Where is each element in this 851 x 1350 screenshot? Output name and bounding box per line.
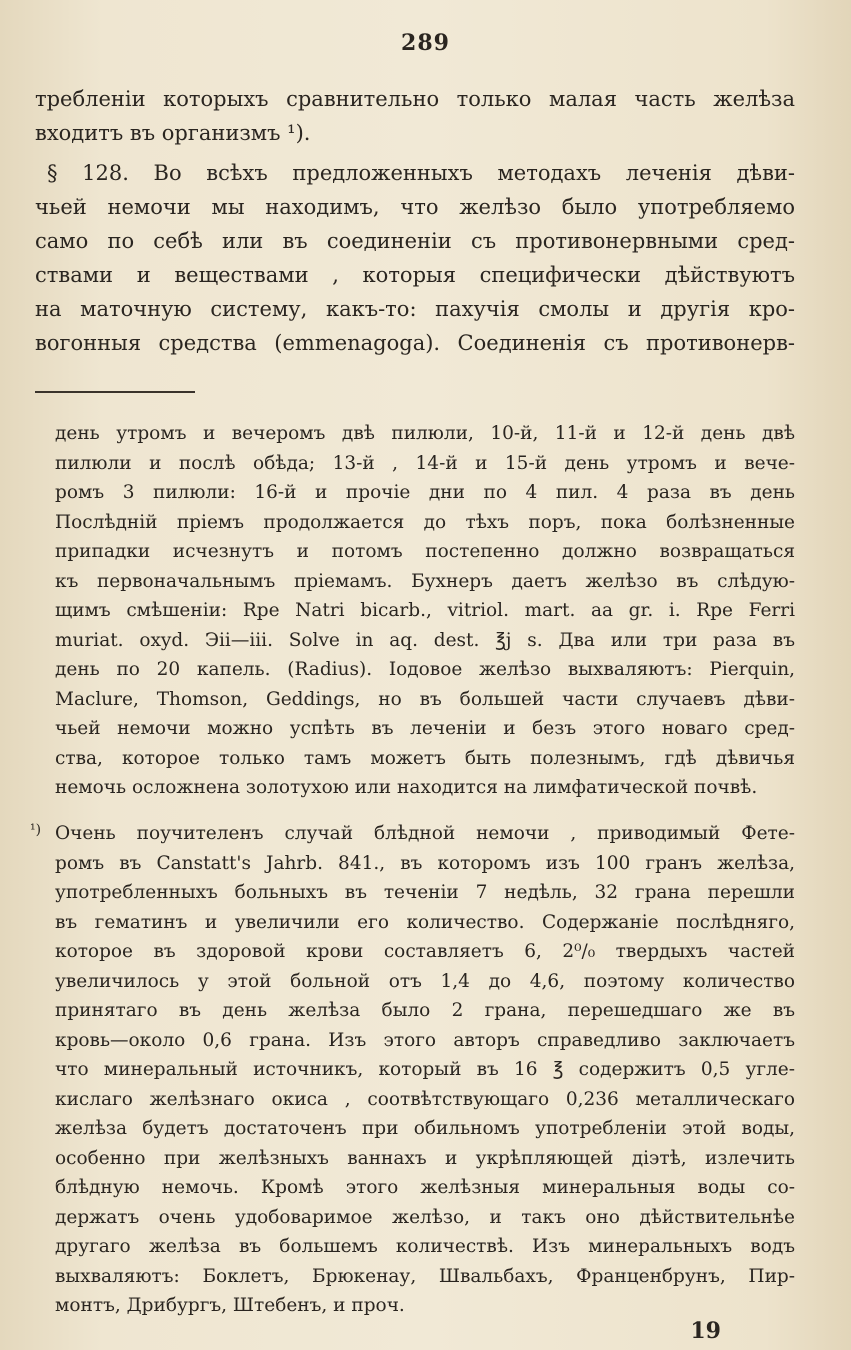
footnote [55,819,795,1321]
text-line: § 128. Во всѣхъ предложенныхъ методахъ леченія дѣви- [47,161,795,185]
text-line: ства, которое только тамъ можетъ быть полезнымъ, гдѣ дѣвичья [55,747,795,769]
text-line: на маточную систему, какъ-то: пахучія смолы и другія кро- [35,297,795,321]
footnote-continuation [55,419,795,803]
text-line: Послѣдній пріемъ продолжается до тѣхъ поръ, пока болѣзненные [55,511,795,533]
text-line: чьей немочи мы находимъ, что желѣзо было употребляемо [35,195,795,219]
text-line: щимъ смѣшеніи: Rpe Natri bicarb., vitriol. mart. aa gr. i. Rpe Ferri [55,600,795,621]
text-line: которое въ здоровой крови составляетъ 6, 2⁰/₀ твердыхъ частей [55,941,795,962]
text-line: вогонныя средства (emmenagoga). Соединенія съ противонерв- [35,331,795,355]
text-line: другаго желѣза въ большемъ количествѣ. Изъ минеральныхъ водъ [55,1236,795,1257]
text-line: принятаго въ день желѣза было 2 грана, перешедшаго же въ [55,1000,795,1021]
text-line: выхваляютъ: Боклетъ, Брюкенау, Швальбахъ, Франценбрунъ, Пир- [55,1265,795,1287]
footnote-divider [35,391,195,393]
text-line: пилюли и послѣ обѣда; 13-й , 14-й и 15-й день утромъ и вече- [55,452,795,474]
footnote-marker: ¹) [30,822,42,838]
main-text [35,82,795,360]
text-line: входитъ въ организмъ ¹). [35,121,311,145]
text-line: кислаго желѣзнаго окиса , соотвѣтствующаго 0,236 металлическаго [55,1088,795,1110]
text-line: ствами и веществами , которыя специфически дѣйствуютъ [35,263,795,287]
text-line: кровь—около 0,6 грана. Изъ этого авторъ справедливо заключаетъ [55,1029,795,1051]
text-line: Maclure, Thomson, Geddings, но въ большей части случаевъ дѣви- [55,688,795,710]
text-line: требленіи которыхъ сравнительно только малая часть желѣза [35,87,795,111]
text-line: монтъ, Дрибургъ, Штебенъ, и проч. [55,1295,405,1316]
text-line: блѣдную немочь. Кромѣ этого желѣзныя минеральныя воды со- [55,1177,795,1198]
text-line: Очень поучителенъ случай блѣдной немочи , приводимый Фете- [55,823,795,844]
text-line: особенно при желѣзныхъ ваннахъ и укрѣпляющей діэтѣ, излечить [55,1147,795,1169]
signature-mark: 19 [690,1318,721,1344]
text-line: ромъ въ Canstatt's Jahrb. 841., въ которомъ изъ 100 гранъ желѣза, [55,852,795,874]
text-line: само по себѣ или въ соединеніи съ противонервными сред- [35,229,795,253]
text-line: припадки исчезнутъ и потомъ постепенно должно возвращаться [55,541,795,562]
text-line: держатъ очень удобоваримое желѣзо, и такъ оно дѣйствительнѣе [55,1206,795,1228]
page-number: 289 [401,30,450,56]
text-line: ромъ 3 пилюли: 16-й и прочіе дни по 4 пил. 4 раза въ день [55,482,795,503]
text-line: чьей немочи можно успѣть въ леченіи и безъ этого новаго сред- [55,718,795,739]
text-line: день по 20 капель. (Radius). Іодовое желѣзо выхваляютъ: Pierquin, [55,659,795,680]
text-line: употребленныхъ больныхъ въ теченіи 7 недѣль, 32 грана перешли [55,882,795,903]
text-line: muriat. oxyd. Эii—iii. Solve in aq. dest. ℥j s. Два или три раза въ [55,629,795,651]
text-line: день утромъ и вечеромъ двѣ пилюли, 10-й, 11-й и 12-й день двѣ [55,423,795,444]
text-line: желѣза будетъ достаточенъ при обильномъ употребленіи этой воды, [55,1118,795,1139]
text-line: въ гематинъ и увеличили его количество. Содержаніе послѣдняго, [55,911,795,933]
text-line: немочь осложнена золотухою или находится на лимфатической почвѣ. [55,777,758,798]
text-line: увеличилось у этой больной отъ 1,4 до 4,6, поэтому количество [55,970,795,992]
text-line: къ первоначальнымъ пріемамъ. Бухнеръ даетъ желѣзо въ слѣдую- [55,570,795,592]
text-line: что минеральный источникъ, который въ 16 ℥ содержитъ 0,5 угле- [55,1059,795,1080]
